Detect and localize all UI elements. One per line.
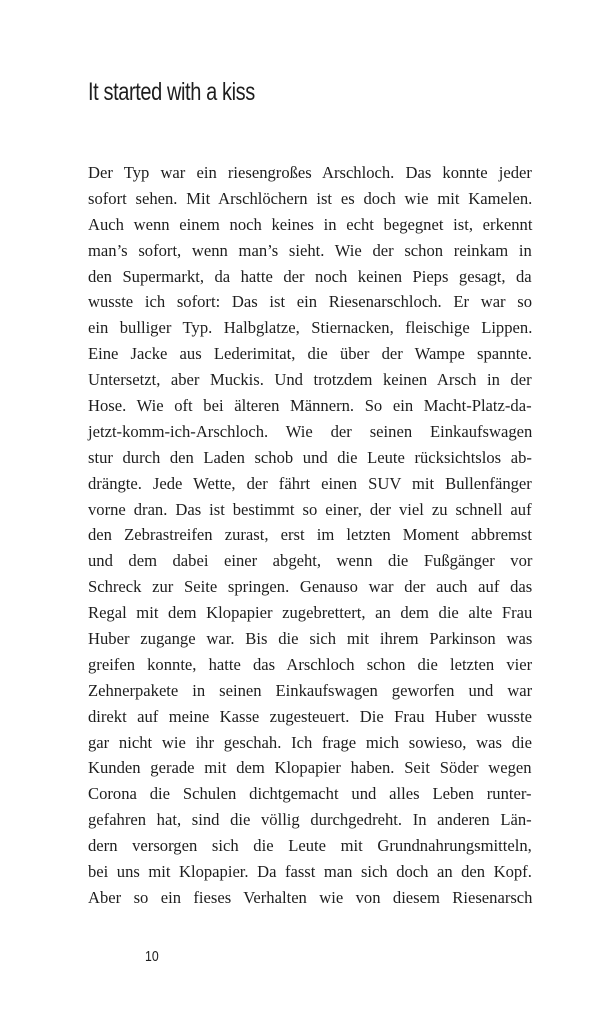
text-line: jetzt-komm-ich-Arschloch. Wie der seinen Einkaufswagen	[88, 421, 533, 441]
text-line: ein bulliger Typ. Halbglatze, Stiernacken, fleischige Lippen.	[88, 318, 533, 338]
text-line: Huber zugange war. Bis die sich mit ihrem Parkinson was	[88, 629, 533, 649]
text-line: Untersetzt, aber Muckis. Und trotzdem keinen Arsch in der	[88, 370, 532, 390]
text-line: Zehnerpakete in seinen Einkaufswagen geworfen und war	[88, 680, 533, 700]
text-line: sofort sehen. Mit Arschlöchern ist es doch wie mit Kamelen.	[88, 188, 533, 208]
text-line: Eine Jacke aus Lederimitat, die über der Wampe spannte.	[88, 344, 532, 364]
text-line: den Zebrastreifen zurast, erst im letzten Moment abbremst	[88, 525, 532, 545]
text-line: Auch wenn einem noch keines in echt begegnet ist, erkennt	[88, 214, 533, 234]
page-number: 10	[145, 948, 159, 965]
text-line: dern versorgen sich die Leute mit Grundnahrungsmitteln,	[88, 836, 532, 856]
text-line: Aber so ein fieses Verhalten wie von diesem Riesenarsch	[88, 887, 533, 907]
text-line: Kunden gerade mit dem Klopapier haben. Seit Söder wegen	[88, 758, 532, 778]
text-line: direkt auf meine Kasse zugesteuert. Die Frau Huber wusste	[88, 706, 532, 726]
text-line: und dem dabei einer abgeht, wenn die Fußgänger vor	[88, 551, 533, 571]
text-line: gar nicht wie ihr geschah. Ich frage mich sowieso, was die	[88, 732, 532, 752]
text-line: Corona die Schulen dichtgemacht und alles Leben runter-	[88, 784, 532, 804]
text-line: den Supermarkt, da hatte der noch keinen Pieps gesagt, da	[88, 266, 532, 286]
text-line: drängte. Jede Wette, der fährt einen SUV mit Bullenfänger	[88, 473, 532, 493]
text-line: greifen konnte, hatte das Arschloch schon die letzten vier	[88, 654, 533, 674]
text-line: Schreck zur Seite springen. Genauso war der auch auf das	[88, 577, 533, 597]
text-line: bei uns mit Klopapier. Da fasst man sich doch an den Kopf.	[88, 862, 532, 882]
body-text	[88, 160, 532, 911]
text-line: gefahren hat, sind die völlig durchgedreht. In anderen Län-	[88, 810, 532, 830]
text-line: Der Typ war ein riesengroßes Arschloch. Das konnte jeder	[88, 163, 532, 182]
text-line: stur durch den Laden schob und die Leute rücksichtslos ab-	[88, 447, 532, 467]
text-line: Hose. Wie oft bei älteren Männern. So ein Macht-Platz-da-	[88, 396, 532, 416]
text-line: Regal mit dem Klopapier zugebrettert, an dem die alte Frau	[88, 603, 533, 623]
text-line: vorne dran. Das ist bestimmt so einer, der viel zu schnell auf	[88, 499, 532, 519]
text-line: man’s sofort, wenn man’s sieht. Wie der schon reinkam in	[88, 240, 532, 260]
text-line: wusste ich sofort: Das ist ein Riesenarschloch. Er war so	[88, 292, 533, 312]
chapter-title: It started with a kiss	[88, 78, 255, 106]
